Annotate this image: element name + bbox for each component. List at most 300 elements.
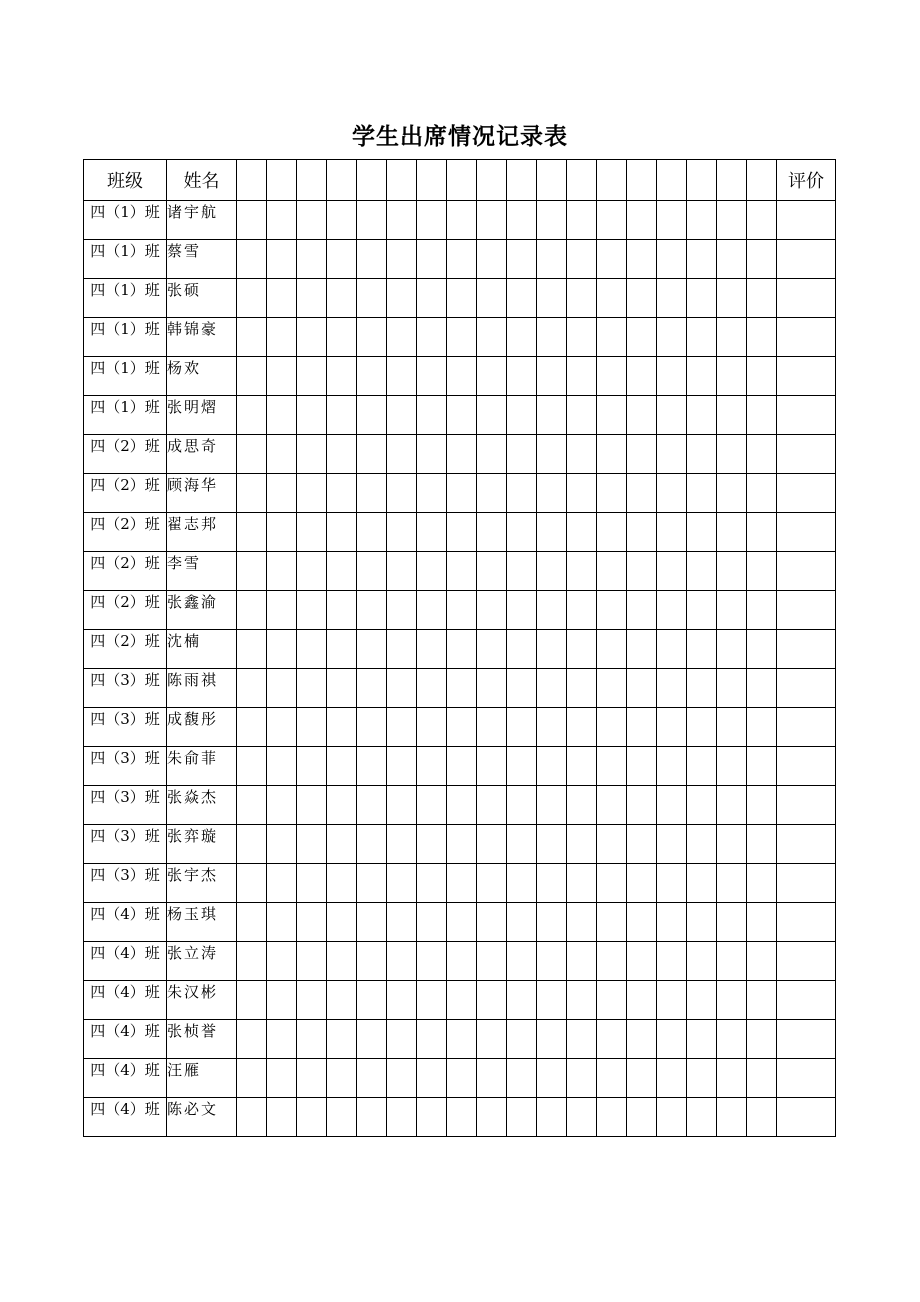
attendance-cell[interactable]: [627, 864, 657, 903]
attendance-cell[interactable]: [297, 747, 327, 786]
attendance-cell[interactable]: [357, 513, 387, 552]
attendance-cell[interactable]: [387, 669, 417, 708]
attendance-cell[interactable]: [747, 513, 777, 552]
attendance-cell[interactable]: [477, 318, 507, 357]
attendance-cell[interactable]: [567, 825, 597, 864]
attendance-cell[interactable]: [327, 669, 357, 708]
attendance-cell[interactable]: [387, 435, 417, 474]
attendance-cell[interactable]: [687, 474, 717, 513]
attendance-cell[interactable]: [717, 747, 747, 786]
attendance-cell[interactable]: [627, 708, 657, 747]
attendance-cell[interactable]: [717, 201, 747, 240]
attendance-cell[interactable]: [597, 396, 627, 435]
attendance-cell[interactable]: [537, 708, 567, 747]
attendance-cell[interactable]: [537, 903, 567, 942]
attendance-cell[interactable]: [567, 552, 597, 591]
attendance-cell[interactable]: [567, 981, 597, 1020]
attendance-cell[interactable]: [417, 630, 447, 669]
attendance-cell[interactable]: [477, 786, 507, 825]
attendance-cell[interactable]: [327, 201, 357, 240]
attendance-cell[interactable]: [657, 357, 687, 396]
attendance-cell[interactable]: [687, 435, 717, 474]
attendance-cell[interactable]: [597, 1059, 627, 1098]
attendance-cell[interactable]: [597, 552, 627, 591]
evaluation-cell[interactable]: [777, 1020, 836, 1059]
attendance-cell[interactable]: [507, 396, 537, 435]
attendance-cell[interactable]: [567, 747, 597, 786]
attendance-cell[interactable]: [537, 435, 567, 474]
attendance-cell[interactable]: [537, 318, 567, 357]
attendance-cell[interactable]: [327, 1098, 357, 1137]
attendance-cell[interactable]: [597, 240, 627, 279]
attendance-cell[interactable]: [327, 942, 357, 981]
attendance-cell[interactable]: [537, 240, 567, 279]
attendance-cell[interactable]: [357, 1059, 387, 1098]
attendance-cell[interactable]: [537, 630, 567, 669]
attendance-cell[interactable]: [327, 903, 357, 942]
attendance-cell[interactable]: [237, 786, 267, 825]
attendance-cell[interactable]: [657, 1098, 687, 1137]
attendance-cell[interactable]: [537, 1098, 567, 1137]
attendance-cell[interactable]: [357, 318, 387, 357]
attendance-cell[interactable]: [657, 552, 687, 591]
attendance-cell[interactable]: [537, 201, 567, 240]
attendance-cell[interactable]: [297, 240, 327, 279]
attendance-cell[interactable]: [237, 942, 267, 981]
attendance-cell[interactable]: [537, 513, 567, 552]
attendance-cell[interactable]: [747, 747, 777, 786]
evaluation-cell[interactable]: [777, 903, 836, 942]
attendance-cell[interactable]: [747, 318, 777, 357]
attendance-cell[interactable]: [597, 1020, 627, 1059]
attendance-cell[interactable]: [537, 1020, 567, 1059]
attendance-cell[interactable]: [417, 786, 447, 825]
attendance-cell[interactable]: [627, 903, 657, 942]
attendance-cell[interactable]: [357, 1098, 387, 1137]
attendance-cell[interactable]: [687, 825, 717, 864]
attendance-cell[interactable]: [507, 513, 537, 552]
attendance-cell[interactable]: [657, 318, 687, 357]
attendance-cell[interactable]: [567, 903, 597, 942]
evaluation-cell[interactable]: [777, 864, 836, 903]
attendance-cell[interactable]: [297, 201, 327, 240]
attendance-cell[interactable]: [387, 1059, 417, 1098]
attendance-cell[interactable]: [567, 474, 597, 513]
attendance-cell[interactable]: [267, 786, 297, 825]
evaluation-cell[interactable]: [777, 1059, 836, 1098]
attendance-cell[interactable]: [627, 630, 657, 669]
attendance-cell[interactable]: [537, 825, 567, 864]
attendance-cell[interactable]: [357, 474, 387, 513]
attendance-cell[interactable]: [507, 669, 537, 708]
attendance-cell[interactable]: [447, 318, 477, 357]
attendance-cell[interactable]: [507, 552, 537, 591]
attendance-cell[interactable]: [567, 279, 597, 318]
attendance-cell[interactable]: [267, 903, 297, 942]
attendance-cell[interactable]: [297, 552, 327, 591]
attendance-cell[interactable]: [717, 786, 747, 825]
attendance-cell[interactable]: [387, 318, 417, 357]
attendance-cell[interactable]: [687, 513, 717, 552]
attendance-cell[interactable]: [537, 474, 567, 513]
attendance-cell[interactable]: [717, 1020, 747, 1059]
attendance-cell[interactable]: [387, 1020, 417, 1059]
attendance-cell[interactable]: [747, 1020, 777, 1059]
attendance-cell[interactable]: [417, 318, 447, 357]
attendance-cell[interactable]: [747, 552, 777, 591]
attendance-cell[interactable]: [597, 786, 627, 825]
attendance-cell[interactable]: [567, 513, 597, 552]
attendance-cell[interactable]: [267, 708, 297, 747]
attendance-cell[interactable]: [507, 1020, 537, 1059]
evaluation-cell[interactable]: [777, 1098, 836, 1137]
attendance-cell[interactable]: [327, 708, 357, 747]
attendance-cell[interactable]: [447, 1020, 477, 1059]
evaluation-cell[interactable]: [777, 942, 836, 981]
attendance-cell[interactable]: [237, 981, 267, 1020]
attendance-cell[interactable]: [237, 318, 267, 357]
attendance-cell[interactable]: [597, 357, 627, 396]
attendance-cell[interactable]: [297, 318, 327, 357]
attendance-cell[interactable]: [627, 1059, 657, 1098]
attendance-cell[interactable]: [297, 279, 327, 318]
attendance-cell[interactable]: [417, 513, 447, 552]
attendance-cell[interactable]: [357, 903, 387, 942]
attendance-cell[interactable]: [267, 396, 297, 435]
attendance-cell[interactable]: [237, 708, 267, 747]
evaluation-cell[interactable]: [777, 669, 836, 708]
attendance-cell[interactable]: [657, 786, 687, 825]
attendance-cell[interactable]: [387, 981, 417, 1020]
attendance-cell[interactable]: [507, 240, 537, 279]
attendance-cell[interactable]: [717, 1059, 747, 1098]
attendance-cell[interactable]: [357, 708, 387, 747]
attendance-cell[interactable]: [327, 357, 357, 396]
attendance-cell[interactable]: [717, 1098, 747, 1137]
attendance-cell[interactable]: [627, 240, 657, 279]
attendance-cell[interactable]: [417, 864, 447, 903]
attendance-cell[interactable]: [627, 591, 657, 630]
attendance-cell[interactable]: [597, 474, 627, 513]
attendance-cell[interactable]: [597, 435, 627, 474]
attendance-cell[interactable]: [387, 240, 417, 279]
attendance-cell[interactable]: [567, 786, 597, 825]
attendance-cell[interactable]: [327, 396, 357, 435]
attendance-cell[interactable]: [327, 279, 357, 318]
attendance-cell[interactable]: [417, 591, 447, 630]
attendance-cell[interactable]: [477, 1059, 507, 1098]
attendance-cell[interactable]: [327, 1020, 357, 1059]
attendance-cell[interactable]: [297, 942, 327, 981]
attendance-cell[interactable]: [537, 591, 567, 630]
attendance-cell[interactable]: [747, 240, 777, 279]
attendance-cell[interactable]: [477, 942, 507, 981]
attendance-cell[interactable]: [327, 630, 357, 669]
attendance-cell[interactable]: [657, 864, 687, 903]
attendance-cell[interactable]: [387, 1098, 417, 1137]
evaluation-cell[interactable]: [777, 474, 836, 513]
attendance-cell[interactable]: [237, 1059, 267, 1098]
attendance-cell[interactable]: [477, 357, 507, 396]
attendance-cell[interactable]: [327, 825, 357, 864]
attendance-cell[interactable]: [687, 1098, 717, 1137]
attendance-cell[interactable]: [357, 201, 387, 240]
attendance-cell[interactable]: [597, 864, 627, 903]
attendance-cell[interactable]: [327, 591, 357, 630]
attendance-cell[interactable]: [687, 552, 717, 591]
attendance-cell[interactable]: [357, 981, 387, 1020]
attendance-cell[interactable]: [687, 201, 717, 240]
attendance-cell[interactable]: [627, 435, 657, 474]
attendance-cell[interactable]: [237, 825, 267, 864]
attendance-cell[interactable]: [537, 747, 567, 786]
attendance-cell[interactable]: [387, 591, 417, 630]
attendance-cell[interactable]: [417, 903, 447, 942]
attendance-cell[interactable]: [717, 279, 747, 318]
attendance-cell[interactable]: [417, 1098, 447, 1137]
evaluation-cell[interactable]: [777, 825, 836, 864]
evaluation-cell[interactable]: [777, 708, 836, 747]
attendance-cell[interactable]: [747, 630, 777, 669]
attendance-cell[interactable]: [717, 357, 747, 396]
evaluation-cell[interactable]: [777, 396, 836, 435]
evaluation-cell[interactable]: [777, 279, 836, 318]
attendance-cell[interactable]: [267, 318, 297, 357]
attendance-cell[interactable]: [507, 786, 537, 825]
attendance-cell[interactable]: [447, 201, 477, 240]
attendance-cell[interactable]: [747, 435, 777, 474]
attendance-cell[interactable]: [747, 864, 777, 903]
attendance-cell[interactable]: [447, 708, 477, 747]
attendance-cell[interactable]: [537, 864, 567, 903]
attendance-cell[interactable]: [417, 669, 447, 708]
attendance-cell[interactable]: [597, 825, 627, 864]
attendance-cell[interactable]: [597, 513, 627, 552]
attendance-cell[interactable]: [357, 591, 387, 630]
attendance-cell[interactable]: [537, 279, 567, 318]
attendance-cell[interactable]: [447, 747, 477, 786]
attendance-cell[interactable]: [237, 240, 267, 279]
attendance-cell[interactable]: [387, 825, 417, 864]
attendance-cell[interactable]: [477, 1098, 507, 1137]
attendance-cell[interactable]: [507, 591, 537, 630]
attendance-cell[interactable]: [237, 747, 267, 786]
attendance-cell[interactable]: [657, 201, 687, 240]
attendance-cell[interactable]: [567, 1020, 597, 1059]
attendance-cell[interactable]: [627, 357, 657, 396]
attendance-cell[interactable]: [657, 825, 687, 864]
attendance-cell[interactable]: [357, 396, 387, 435]
attendance-cell[interactable]: [687, 747, 717, 786]
attendance-cell[interactable]: [447, 1059, 477, 1098]
attendance-cell[interactable]: [447, 513, 477, 552]
attendance-cell[interactable]: [747, 825, 777, 864]
attendance-cell[interactable]: [267, 1059, 297, 1098]
attendance-cell[interactable]: [657, 981, 687, 1020]
attendance-cell[interactable]: [627, 981, 657, 1020]
attendance-cell[interactable]: [267, 630, 297, 669]
attendance-cell[interactable]: [657, 396, 687, 435]
attendance-cell[interactable]: [717, 825, 747, 864]
attendance-cell[interactable]: [387, 708, 417, 747]
attendance-cell[interactable]: [237, 591, 267, 630]
attendance-cell[interactable]: [237, 552, 267, 591]
attendance-cell[interactable]: [297, 825, 327, 864]
attendance-cell[interactable]: [267, 279, 297, 318]
attendance-cell[interactable]: [357, 630, 387, 669]
attendance-cell[interactable]: [417, 201, 447, 240]
attendance-cell[interactable]: [297, 396, 327, 435]
attendance-cell[interactable]: [237, 864, 267, 903]
attendance-cell[interactable]: [597, 201, 627, 240]
attendance-cell[interactable]: [627, 747, 657, 786]
attendance-cell[interactable]: [417, 240, 447, 279]
attendance-cell[interactable]: [567, 708, 597, 747]
attendance-cell[interactable]: [447, 669, 477, 708]
attendance-cell[interactable]: [477, 1020, 507, 1059]
attendance-cell[interactable]: [357, 435, 387, 474]
attendance-cell[interactable]: [447, 1098, 477, 1137]
attendance-cell[interactable]: [597, 279, 627, 318]
attendance-cell[interactable]: [687, 942, 717, 981]
attendance-cell[interactable]: [657, 474, 687, 513]
attendance-cell[interactable]: [267, 357, 297, 396]
attendance-cell[interactable]: [627, 279, 657, 318]
attendance-cell[interactable]: [627, 318, 657, 357]
attendance-cell[interactable]: [297, 474, 327, 513]
attendance-cell[interactable]: [327, 513, 357, 552]
attendance-cell[interactable]: [417, 1020, 447, 1059]
attendance-cell[interactable]: [477, 825, 507, 864]
attendance-cell[interactable]: [747, 903, 777, 942]
attendance-cell[interactable]: [477, 474, 507, 513]
attendance-cell[interactable]: [657, 1020, 687, 1059]
evaluation-cell[interactable]: [777, 318, 836, 357]
evaluation-cell[interactable]: [777, 435, 836, 474]
attendance-cell[interactable]: [597, 630, 627, 669]
attendance-cell[interactable]: [387, 630, 417, 669]
evaluation-cell[interactable]: [777, 513, 836, 552]
attendance-cell[interactable]: [687, 396, 717, 435]
attendance-cell[interactable]: [477, 279, 507, 318]
attendance-cell[interactable]: [747, 942, 777, 981]
attendance-cell[interactable]: [417, 357, 447, 396]
attendance-cell[interactable]: [687, 786, 717, 825]
attendance-cell[interactable]: [387, 786, 417, 825]
attendance-cell[interactable]: [387, 903, 417, 942]
attendance-cell[interactable]: [327, 747, 357, 786]
attendance-cell[interactable]: [507, 474, 537, 513]
attendance-cell[interactable]: [537, 552, 567, 591]
attendance-cell[interactable]: [717, 552, 747, 591]
attendance-cell[interactable]: [507, 1059, 537, 1098]
attendance-cell[interactable]: [747, 669, 777, 708]
attendance-cell[interactable]: [567, 318, 597, 357]
attendance-cell[interactable]: [447, 279, 477, 318]
attendance-cell[interactable]: [237, 669, 267, 708]
attendance-cell[interactable]: [297, 435, 327, 474]
attendance-cell[interactable]: [507, 708, 537, 747]
attendance-cell[interactable]: [417, 708, 447, 747]
attendance-cell[interactable]: [387, 474, 417, 513]
attendance-cell[interactable]: [657, 591, 687, 630]
attendance-cell[interactable]: [537, 942, 567, 981]
attendance-cell[interactable]: [447, 630, 477, 669]
attendance-cell[interactable]: [717, 318, 747, 357]
attendance-cell[interactable]: [747, 1059, 777, 1098]
attendance-cell[interactable]: [357, 279, 387, 318]
attendance-cell[interactable]: [567, 240, 597, 279]
attendance-cell[interactable]: [567, 357, 597, 396]
attendance-cell[interactable]: [447, 825, 477, 864]
attendance-cell[interactable]: [537, 786, 567, 825]
attendance-cell[interactable]: [627, 1098, 657, 1137]
attendance-cell[interactable]: [657, 240, 687, 279]
attendance-cell[interactable]: [747, 201, 777, 240]
attendance-cell[interactable]: [747, 357, 777, 396]
attendance-cell[interactable]: [267, 240, 297, 279]
attendance-cell[interactable]: [417, 435, 447, 474]
attendance-cell[interactable]: [417, 942, 447, 981]
attendance-cell[interactable]: [327, 318, 357, 357]
attendance-cell[interactable]: [747, 396, 777, 435]
attendance-cell[interactable]: [687, 357, 717, 396]
attendance-cell[interactable]: [267, 942, 297, 981]
attendance-cell[interactable]: [627, 201, 657, 240]
attendance-cell[interactable]: [477, 669, 507, 708]
attendance-cell[interactable]: [627, 474, 657, 513]
attendance-cell[interactable]: [507, 279, 537, 318]
attendance-cell[interactable]: [447, 942, 477, 981]
attendance-cell[interactable]: [717, 942, 747, 981]
attendance-cell[interactable]: [627, 825, 657, 864]
attendance-cell[interactable]: [507, 357, 537, 396]
attendance-cell[interactable]: [387, 552, 417, 591]
attendance-cell[interactable]: [747, 474, 777, 513]
attendance-cell[interactable]: [357, 942, 387, 981]
attendance-cell[interactable]: [567, 1098, 597, 1137]
attendance-cell[interactable]: [447, 435, 477, 474]
attendance-cell[interactable]: [417, 981, 447, 1020]
attendance-cell[interactable]: [477, 240, 507, 279]
attendance-cell[interactable]: [507, 1098, 537, 1137]
attendance-cell[interactable]: [357, 825, 387, 864]
attendance-cell[interactable]: [507, 903, 537, 942]
attendance-cell[interactable]: [297, 786, 327, 825]
attendance-cell[interactable]: [717, 396, 747, 435]
attendance-cell[interactable]: [717, 708, 747, 747]
attendance-cell[interactable]: [477, 708, 507, 747]
attendance-cell[interactable]: [657, 513, 687, 552]
evaluation-cell[interactable]: [777, 591, 836, 630]
attendance-cell[interactable]: [567, 630, 597, 669]
attendance-cell[interactable]: [627, 552, 657, 591]
attendance-cell[interactable]: [297, 1098, 327, 1137]
attendance-cell[interactable]: [687, 591, 717, 630]
attendance-cell[interactable]: [717, 474, 747, 513]
attendance-cell[interactable]: [507, 864, 537, 903]
attendance-cell[interactable]: [297, 708, 327, 747]
attendance-cell[interactable]: [417, 825, 447, 864]
attendance-cell[interactable]: [507, 747, 537, 786]
attendance-cell[interactable]: [657, 903, 687, 942]
attendance-cell[interactable]: [267, 981, 297, 1020]
attendance-cell[interactable]: [627, 786, 657, 825]
attendance-cell[interactable]: [417, 396, 447, 435]
attendance-cell[interactable]: [477, 435, 507, 474]
attendance-cell[interactable]: [687, 903, 717, 942]
attendance-cell[interactable]: [597, 708, 627, 747]
